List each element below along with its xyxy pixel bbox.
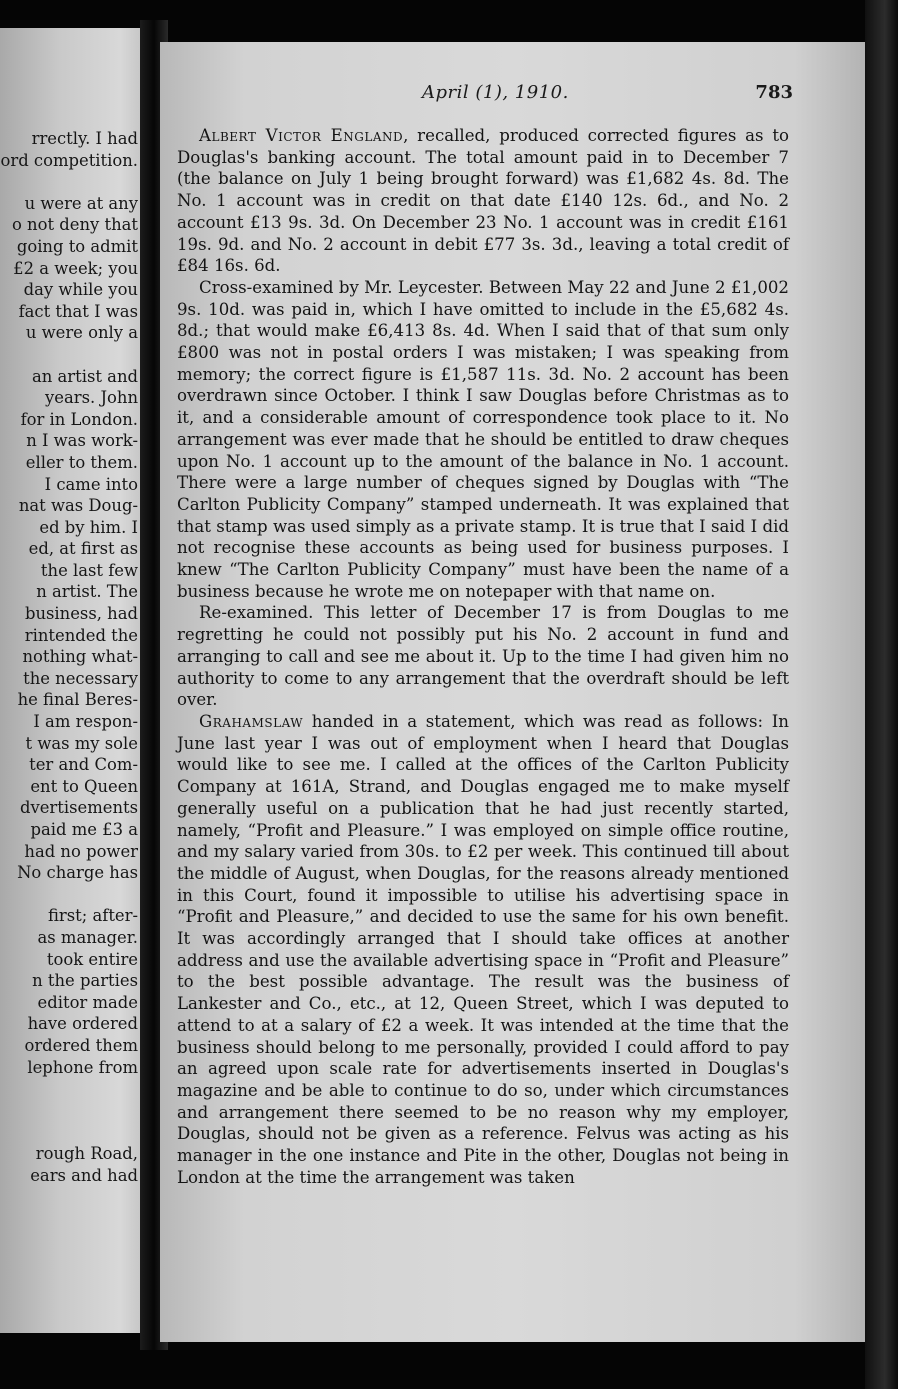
facing-page-line <box>0 344 138 366</box>
facing-page-line: the last few <box>40 560 138 580</box>
facing-page-line: I am respon- <box>33 712 138 732</box>
facing-page-line: n I was work- <box>26 431 138 451</box>
facing-page-line: ears and had <box>30 1165 138 1185</box>
facing-page-line: day while you <box>23 280 138 300</box>
facing-page-line: rough Road, <box>35 1143 138 1163</box>
facing-page-line: o not deny that <box>11 215 138 235</box>
facing-page-line: ordered them <box>24 1035 138 1055</box>
facing-page-line: lephone from <box>27 1057 138 1077</box>
facing-page-line: fact that I was <box>18 301 138 321</box>
facing-page-line: eller to them. <box>25 452 138 472</box>
facing-page-line: took entire <box>46 949 138 969</box>
facing-page-line: years. John <box>45 388 138 408</box>
facing-page-line: nat was Doug- <box>18 496 138 516</box>
facing-page-line: I came into <box>44 474 138 494</box>
facing-page-line: ent to Queen <box>30 776 138 796</box>
facing-page-line: n the parties <box>32 971 138 991</box>
facing-page-line: t was my sole <box>25 733 138 753</box>
facing-page-line <box>0 884 138 906</box>
facing-page-line: n artist. The <box>36 582 138 602</box>
facing-page-line: have ordered <box>27 1014 138 1034</box>
facing-page-line <box>0 171 138 193</box>
paragraph-re-examined: Re-examined. This letter of December 17 is from Douglas to me regretting he could not possibly put his No. 2 account in fund and arranging to call and see me about it. Up to the time I had given him no authority to come to any arrangement that the overdraft should be left over. <box>177 603 789 710</box>
facing-page-line: u were at any <box>24 193 138 213</box>
facing-page-line: nothing what- <box>22 647 138 667</box>
facing-page-line: the necessary <box>23 668 138 688</box>
facing-page-line: u were only a <box>25 323 138 343</box>
witness-name: Albert Victor England <box>199 126 404 145</box>
facing-page-line: editor made <box>37 992 138 1012</box>
paragraph-grahamslaw-statement <box>177 711 789 1188</box>
facing-page-line: rintended the <box>24 625 138 645</box>
facing-page-line: dvertisements <box>19 798 138 818</box>
facing-page-line: ter and Com- <box>29 755 138 775</box>
body-text <box>177 125 789 1188</box>
facing-page-line: £2 a week; you <box>13 258 138 278</box>
witness-name: Grahamslaw <box>199 711 304 731</box>
facing-page-line: first; after- <box>48 906 138 926</box>
facing-page-line: paid me £3 a <box>30 820 138 839</box>
facing-page-line: business, had <box>24 604 138 624</box>
facing-page-line: No charge has <box>17 863 138 883</box>
running-head <box>160 82 865 108</box>
facing-page-line <box>0 1100 138 1122</box>
facing-page-line: rrectly. I had <box>31 129 138 148</box>
paragraph-england-recalled <box>177 125 789 277</box>
facing-page-line: had no power <box>24 841 138 861</box>
facing-page-text <box>0 128 138 1186</box>
facing-page-line: as manager. <box>37 927 138 947</box>
page-number: 783 <box>755 82 793 103</box>
facing-page-line: he final Beres- <box>17 690 138 710</box>
main-page <box>160 42 865 1342</box>
facing-page-line: ed by him. I <box>39 517 138 537</box>
facing-page <box>0 28 150 1333</box>
facing-page-line: for in London. <box>20 409 138 429</box>
facing-page-line: ed, at first as <box>28 539 138 559</box>
page-edge-shadow <box>865 0 898 1389</box>
paragraph-text: handed in a statement, which was read as follows: In June last year I was out of employment when I heard that Douglas would like to see me. I called at the offices of the Carlton Publicity Company at 161A, Strand, and Douglas engaged me to make myself generally useful on a publication that he had just recently started, namely, “Profit and Pleasure.” I was employed on simple office routine, and my salary varied from 30s. to £2 per week. This continued till about the middle of August, when Douglas, for the reasons already mentioned in this Court, found it impossible to utilise his advertising space in “Profit and Pleasure,” and decided to use the same for his own benefit. It was accordingly arranged that I should take offices at another address and use the available advertising space in “Profit and Pleasure” to the best possible advantage. The result was the business of Lankester and Co., etc., at 12, Queen Street, which I was deputed to attend to at a salary of £2 a week. It was intended at the time that the business should belong to me personally, provided I could afford to pay an agreed upon scale rate for advertisements inserted in Douglas's magazine and be able to continue to do so, under which circumstances and arrangement there seemed to be no reason why my employer, Douglas, should not be given as a reference. Felvus was acting as his manager in the one instance and Pite in the other, Douglas not being in London at the time the arrangement was taken <box>177 711 789 1187</box>
paragraph-cross-examined: Cross-examined by Mr. Leycester. Between May 22 and June 2 £1,002 9s. 10d. was paid in, which I have omitted to include in the £5,682 4s. 8d.; that would make £6,413 8s. 4d. When I said that of that sum only £800 was not in postal orders I was mistaken; I was speaking from memory; the correct figure is £1,587 11s. 3d. No. 2 account has been overdrawn since October. I think I saw Douglas before Christmas as to it, and a considerable amount of correspondence took place to it. No arrangement was ever made that he should be entitled to draw cheques upon No. 1 account up to the amount of the balance in No. 1 account. There were a large number of cheques signed by Douglas with “The Carlton Publicity Company” stamped underneath. It was explained that that stamp was used simply as a private stamp. It is true that I said I did not recognise these accounts as being used for business purposes. I knew “The Carlton Publicity Company” must have been the name of a business because he wrote me on notepaper with that name on. <box>177 277 789 601</box>
paragraph-text: , recalled, produced corrected figures as to Douglas's banking account. The total amount paid in to December 7 (the balance on July 1 being brought forward) was £1,682 4s. 8d. The No. 1 account was in credit on that date £140 12s. 6d., and No. 2 account £13 9s. 3d. On December 23 No. 1 account was in credit £161 19s. 9d. and No. 2 account in debit £77 3s. 3d., leaving a total credit of £84 16s. 6d. <box>177 126 789 276</box>
facing-page-line <box>0 1078 138 1100</box>
facing-page-line <box>0 1121 138 1143</box>
running-head-date: April (1), 1910. <box>422 82 569 103</box>
facing-page-line: ord competition. <box>0 150 138 170</box>
facing-page-line: going to admit <box>16 236 138 256</box>
facing-page-line: an artist and <box>31 366 138 386</box>
